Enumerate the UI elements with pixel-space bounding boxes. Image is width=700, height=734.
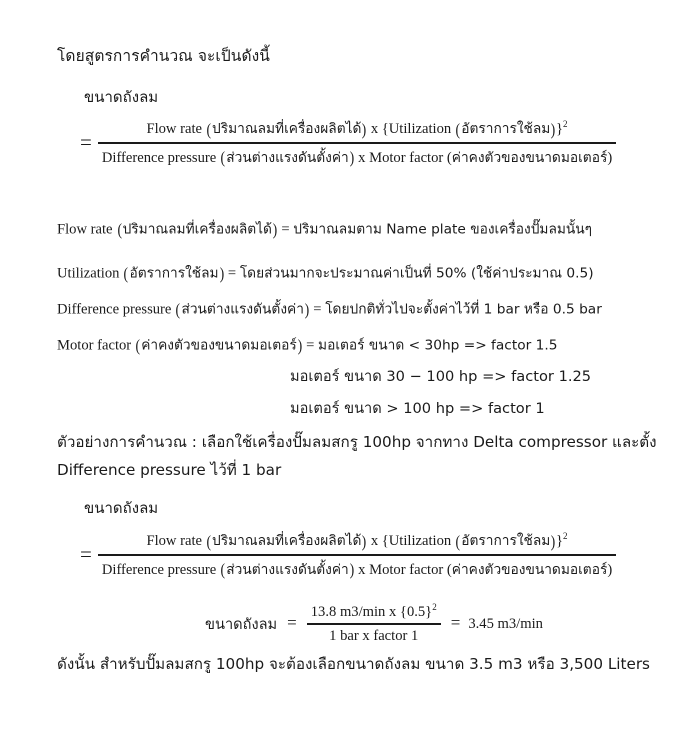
result-calculation <box>205 604 543 645</box>
definition-utilization: Utilization (อัตราการใช้ลม) = โดยส่วนมากจะประมาณค่าเป็นที่ 50% (ใช้ค่าประมาณ 0.5) <box>57 264 594 283</box>
example-line-2: Difference pressure ไว้ที่ 1 bar <box>57 461 282 479</box>
definition-difference-pressure: Difference pressure (ส่วนต่างแรงดันตั้งค่า) = โดยปกติทั่วไปจะตั้งค่าไว้ที่ 1 bar หรือ 0.5 bar <box>57 300 602 319</box>
flow-rate-term-th: ปริมาณลมที่เครื่องผลิตได้ <box>212 533 362 549</box>
difference-pressure-term-th: ส่วนต่างแรงดันตั้งค่า <box>226 149 349 166</box>
numerator-operator: x <box>370 121 379 137</box>
definition-term-th: อัตราการใช้ลม <box>129 265 219 282</box>
formula-numerator: Flow rate (ปริมาณลมที่เครื่องผลิตได้) x {Utilization (อัตราการใช้ลม)}$^2$ <box>146 531 568 551</box>
result-numerator <box>307 604 441 623</box>
denominator-operator: x <box>358 561 366 578</box>
motor-factor-term-en: Motor factor <box>369 561 444 578</box>
difference-pressure-term-th: ส่วนต่างแรงดันตั้งค่า <box>226 561 349 578</box>
definition-equals: = <box>306 337 315 354</box>
motor-factor-rule-2: มอเตอร์ ขนาด > 100 hp => factor 1 <box>290 400 545 417</box>
motor-factor-term-th: ค่าคงตัวของขนาดมอเตอร์ <box>451 561 608 578</box>
definition-value: โดยส่วนมากจะประมาณค่าเป็นที่ 50% (ใช้ค่าประมาณ 0.5) <box>239 265 594 282</box>
motor-factor-rule-1: มอเตอร์ ขนาด 30 − 100 hp => factor 1.25 <box>290 368 592 385</box>
formula-denominator: Difference pressure (ส่วนต่างแรงดันตั้งค่า) x Motor factor (ค่าคงตัวของขนาดมอเตอร์) <box>101 148 613 168</box>
formula-fraction <box>98 530 616 581</box>
definition-term-en: Flow rate <box>57 221 113 238</box>
numerator-operator: x <box>370 533 379 549</box>
definition-term-en: Motor factor <box>57 337 132 354</box>
formula-denominator: Difference pressure (ส่วนต่างแรงดันตั้งค่า) x Motor factor (ค่าคงตัวของขนาดมอเตอร์) <box>101 560 613 580</box>
example-line-1: ตัวอย่างการคำนวณ : เลือกใช้เครื่องปั๊มลมสกรู 100hp จากทาง Delta compressor และตั้ง <box>57 433 657 451</box>
utilization-term-th: อัตราการใช้ลม <box>461 533 551 549</box>
tank-size-label-1: ขนาดถังลม <box>84 88 159 106</box>
conclusion-text: ดังนั้น สำหรับปั๊มลมสกรู 100hp จะต้องเลือกขนาดถังลม ขนาด 3.5 m3 หรือ 3,500 Liters <box>57 655 650 673</box>
definition-equals: = <box>281 221 290 238</box>
formula-numerator: Flow rate (ปริมาณลมที่เครื่องผลิตได้) x {Utilization (อัตราการใช้ลม)}$^2$ <box>146 119 568 139</box>
equals-sign-1: = <box>80 129 92 154</box>
main-formula <box>80 118 616 169</box>
result-fraction <box>307 604 441 645</box>
equals-sign-2: = <box>80 541 92 566</box>
definition-equals: = <box>313 301 322 318</box>
definition-flow-rate: Flow rate (ปริมาณลมที่เครื่องผลิตได้) = ปริมาณลมตาม Name plate ของเครื่องปั๊มลมนั้นๆ <box>57 220 593 239</box>
result-numerator-exponent: 2 <box>432 602 437 613</box>
intro-text: โดยสูตรการคำนวณ จะเป็นดังนี้ <box>57 47 270 65</box>
result-equals-2: = <box>450 613 461 633</box>
utilization-term-en: Utilization <box>388 533 452 549</box>
flow-rate-term-th: ปริมาณลมที่เครื่องผลิตได้ <box>212 121 362 137</box>
numerator-exponent: 2 <box>563 531 568 542</box>
definition-term-th: ปริมาณลมที่เครื่องผลิตได้ <box>122 221 272 238</box>
result-numerator-value: 13.8 m3/min x {0.5} <box>310 604 433 620</box>
motor-factor-term-en: Motor factor <box>369 149 444 166</box>
flow-rate-term-en: Flow rate <box>146 121 202 137</box>
definition-value: มอเตอร์ ขนาด < 30hp => factor 1.5 <box>318 337 558 354</box>
main-formula-repeat <box>80 530 616 581</box>
utilization-term-th: อัตราการใช้ลม <box>461 121 551 137</box>
difference-pressure-term-en: Difference pressure <box>101 561 217 578</box>
definition-value: โดยปกติทั่วไปจะตั้งค่าไว้ที่ 1 bar หรือ 0.5 bar <box>325 301 602 318</box>
definition-term-en: Utilization <box>57 265 120 282</box>
formula-fraction <box>98 118 616 169</box>
tank-size-label-2: ขนาดถังลม <box>84 499 159 517</box>
flow-rate-term-en: Flow rate <box>146 533 202 549</box>
difference-pressure-term-en: Difference pressure <box>101 149 217 166</box>
result-label: ขนาดถังลม <box>205 615 278 633</box>
definition-value: ปริมาณลมตาม Name plate ของเครื่องปั๊มลมนั้นๆ <box>293 221 593 238</box>
definition-equals: = <box>227 265 237 282</box>
definition-term-th: ค่าคงตัวของขนาดมอเตอร์ <box>141 337 297 354</box>
definition-term-th: ส่วนต่างแรงดันตั้งค่า <box>181 301 304 318</box>
result-equals-1: = <box>287 613 297 633</box>
result-denominator: 1 bar x factor 1 <box>329 627 419 644</box>
result-value: 3.45 m3/min <box>468 615 543 632</box>
motor-factor-term-th: ค่าคงตัวของขนาดมอเตอร์ <box>451 149 608 166</box>
denominator-operator: x <box>358 149 366 166</box>
definition-motor-factor: Motor factor (ค่าคงตัวของขนาดมอเตอร์) = มอเตอร์ ขนาด < 30hp => factor 1.5 <box>57 336 558 355</box>
numerator-exponent: 2 <box>563 119 568 130</box>
utilization-term-en: Utilization <box>388 121 452 137</box>
definition-term-en: Difference pressure <box>57 301 172 318</box>
